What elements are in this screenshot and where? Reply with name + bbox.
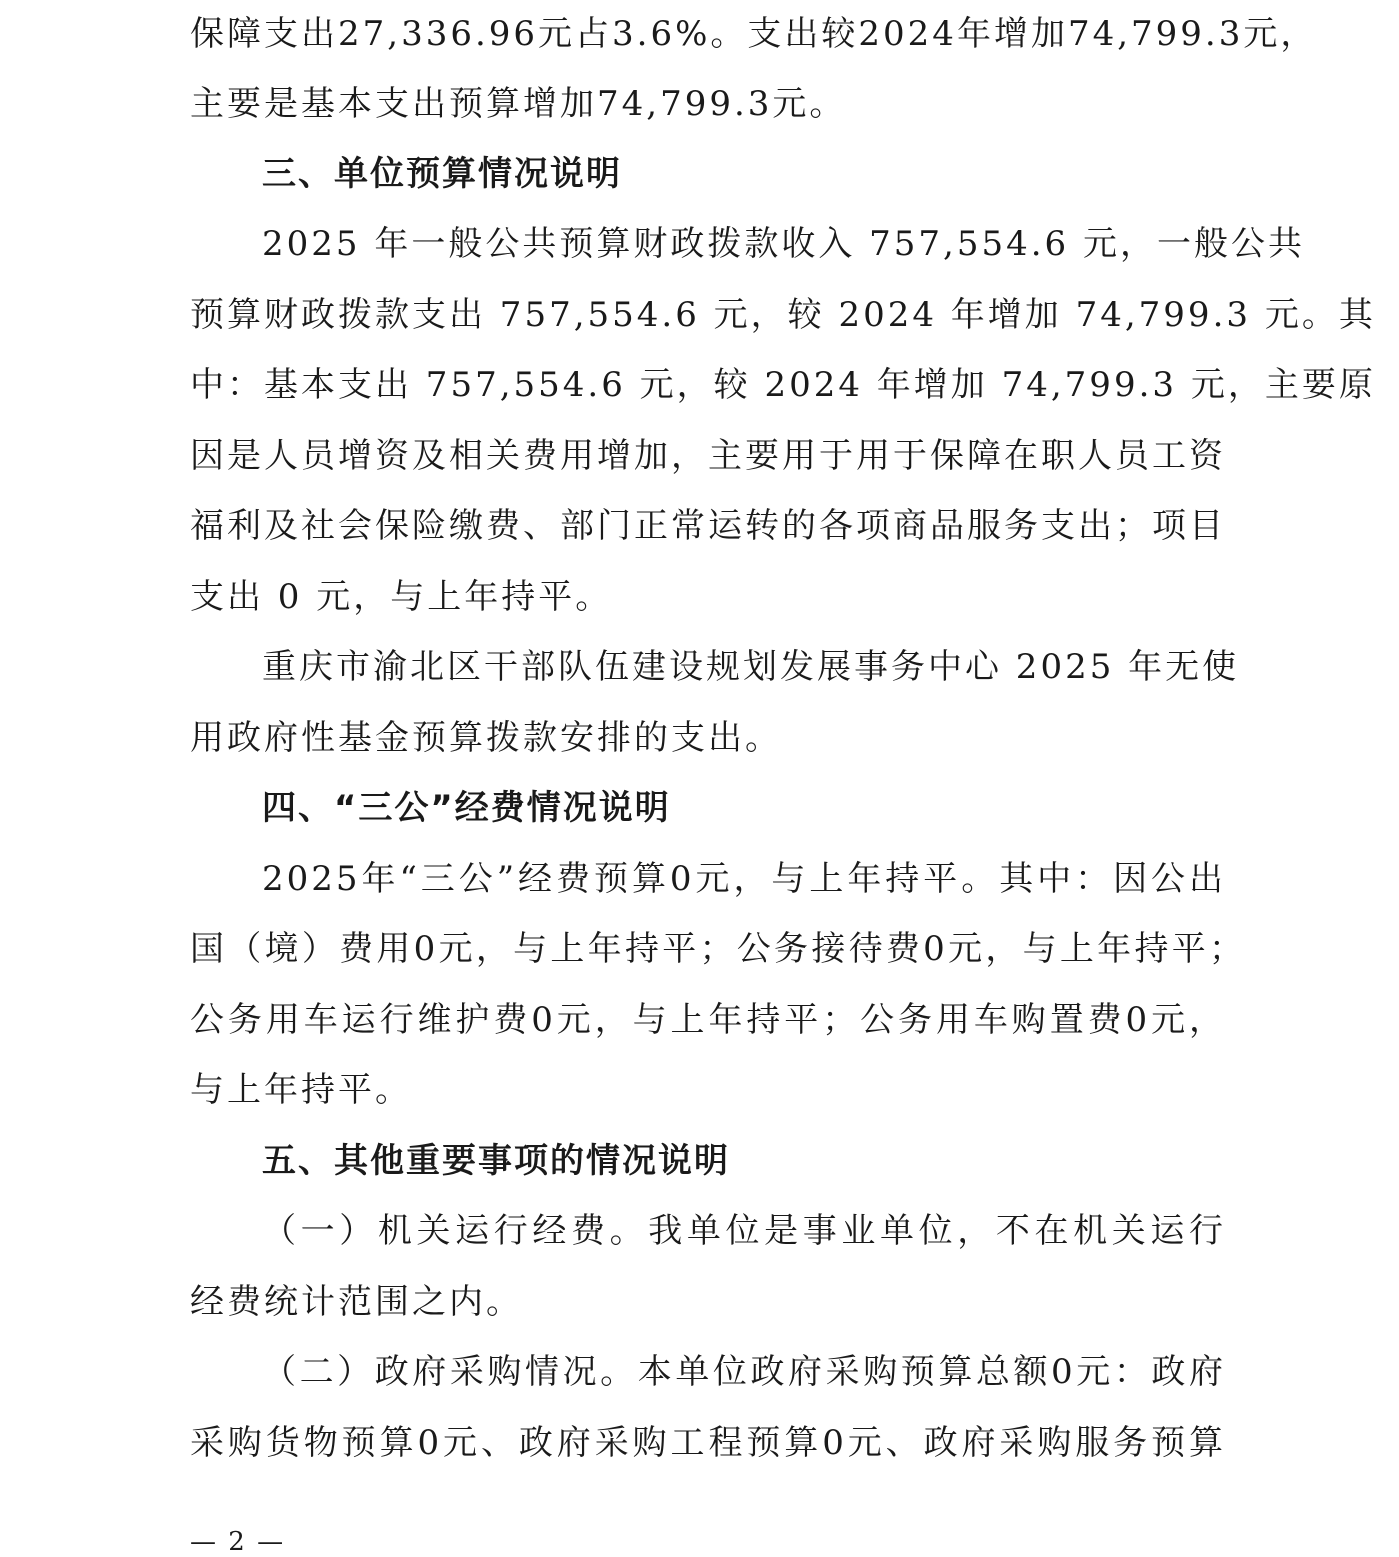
paragraph-line: 预算财政拨款支出 757,554.6 元，较 2024 年增加 74,799.3 元。其 <box>190 295 1376 335</box>
paragraph-line: 福利及社会保险缴费、部门正常运转的各项商品服务支出；项目 <box>190 506 1226 546</box>
paragraph-line: 用政府性基金预算拨款安排的支出。 <box>190 718 782 758</box>
paragraph-line: 主要是基本支出预算增加74,799.3元。 <box>190 84 847 124</box>
paragraph-line: 2025 年一般公共预算财政拨款收入 757,554.6 元，一般公共 <box>262 224 1305 264</box>
paragraph-line: 与上年持平。 <box>190 1070 412 1110</box>
section-heading-5: 五、其他重要事项的情况说明 <box>262 1141 730 1181</box>
paragraph-line: （一）机关运行经费。我单位是事业单位，不在机关运行 <box>262 1211 1226 1251</box>
paragraph-line: 经费统计范围之内。 <box>190 1282 523 1322</box>
paragraph-line: 支出 0 元，与上年持平。 <box>190 577 613 617</box>
page-number: — 2 — <box>190 1527 286 1557</box>
paragraph-line: 重庆市渝北区干部队伍建设规划发展事务中心 2025 年无使 <box>262 647 1240 687</box>
paragraph-line: 保障支出27,336.96元占3.6%。支出较2024年增加74,799.3元， <box>190 14 1318 54</box>
paragraph-line: 2025年“三公”经费预算0元，与上年持平。其中：因公出 <box>262 859 1226 899</box>
paragraph-line: （二）政府采购情况。本单位政府采购预算总额0元：政府 <box>262 1352 1226 1392</box>
paragraph-line: 因是人员增资及相关费用增加，主要用于用于保障在职人员工资 <box>190 436 1226 476</box>
paragraph-line: 公务用车运行维护费0元，与上年持平；公务用车购置费0元， <box>190 1000 1226 1040</box>
paragraph-line: 中：基本支出 757,554.6 元，较 2024 年增加 74,799.3 元，主要原 <box>190 365 1376 405</box>
paragraph-line: 国（境）费用0元，与上年持平；公务接待费0元，与上年持平； <box>190 929 1246 969</box>
paragraph-line: 采购货物预算0元、政府采购工程预算0元、政府采购服务预算 <box>190 1423 1226 1463</box>
section-heading-3: 三、单位预算情况说明 <box>262 154 622 194</box>
section-heading-4: 四、“三公”经费情况说明 <box>262 788 671 828</box>
